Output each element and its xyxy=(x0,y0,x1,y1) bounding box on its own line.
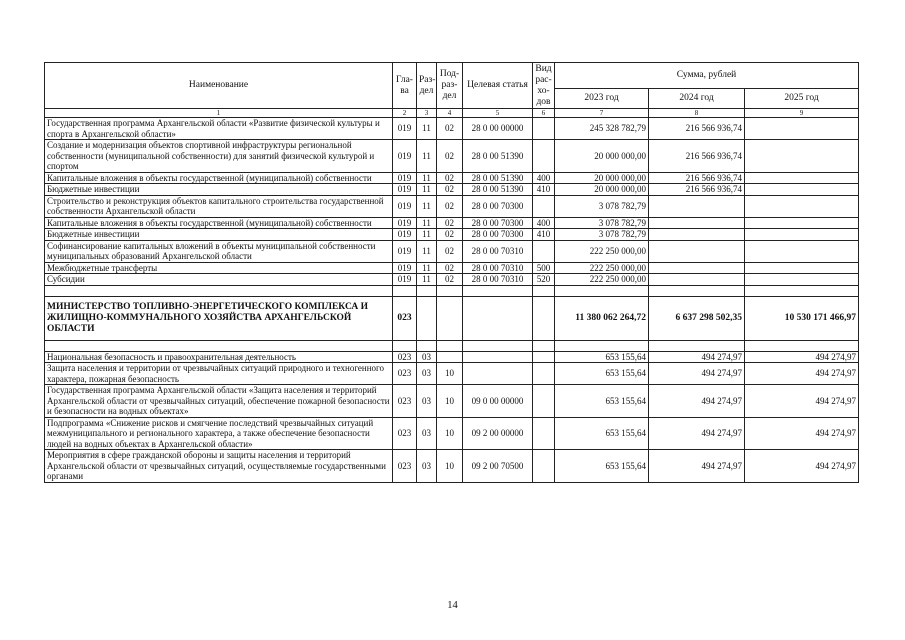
row-sum-2023: 653 155,64 xyxy=(555,385,649,418)
row-sum-2023: 653 155,64 xyxy=(555,450,649,483)
row-sum-2025: 494 274,97 xyxy=(745,417,859,450)
row-sum-2023: 20 000 000,00 xyxy=(555,172,649,184)
row-name: Строительство и реконструкция объектов капитального строительства государственной собственности Архангельской области xyxy=(45,195,393,217)
row-expense-type xyxy=(533,351,555,363)
row-expense-type: 400 xyxy=(533,217,555,229)
row-razdel: 11 xyxy=(417,217,437,229)
column-number: 6 xyxy=(533,109,555,118)
row-podrazdel xyxy=(437,351,463,363)
table-row xyxy=(45,172,859,184)
row-glava: 019 xyxy=(393,172,417,184)
row-sum-2025 xyxy=(745,240,859,262)
column-number: 9 xyxy=(745,109,859,118)
table-row xyxy=(45,351,859,363)
row-razdel: 11 xyxy=(417,262,437,274)
header-year-2025: 2025 год xyxy=(745,89,859,109)
row-expense-type: 410 xyxy=(533,184,555,196)
column-number: 3 xyxy=(417,109,437,118)
row-expense-type xyxy=(533,118,555,140)
row-target-article: 28 0 00 70310 xyxy=(463,274,533,286)
row-expense-type: 400 xyxy=(533,172,555,184)
row-podrazdel: 02 xyxy=(437,240,463,262)
row-sum-2023: 222 250 000,00 xyxy=(555,240,649,262)
row-sum-2025: 494 274,97 xyxy=(745,385,859,418)
row-name: Софинансирование капитальных вложений в объекты муниципальной собственности муниципальных образований Архангельской области xyxy=(45,240,393,262)
row-razdel: 03 xyxy=(417,417,437,450)
row-sum-2023: 3 078 782,79 xyxy=(555,195,649,217)
row-podrazdel: 10 xyxy=(437,450,463,483)
header-vid: Вид рас-хо-дов xyxy=(533,63,555,109)
row-sum-2023: 222 250 000,00 xyxy=(555,262,649,274)
row-expense-type: 410 xyxy=(533,229,555,241)
ministry-sum-2023: 11 380 062 264,72 xyxy=(555,296,649,340)
table-row xyxy=(45,417,859,450)
row-sum-2023: 653 155,64 xyxy=(555,417,649,450)
row-sum-2025 xyxy=(745,195,859,217)
table-row xyxy=(45,274,859,286)
row-sum-2023: 653 155,64 xyxy=(555,363,649,385)
row-sum-2024: 216 566 936,74 xyxy=(649,184,745,196)
page-number: 14 xyxy=(447,600,458,611)
row-podrazdel: 02 xyxy=(437,140,463,173)
row-expense-type: 520 xyxy=(533,274,555,286)
row-target-article: 28 0 00 51390 xyxy=(463,172,533,184)
row-sum-2025 xyxy=(745,184,859,196)
row-razdel: 11 xyxy=(417,274,437,286)
row-name: Государственная программа Архангельской области «Защита населения и территорий Архангельской области от чрезвычайных ситуаций, обеспечение пожарной безопасности и безопасности на водных объектах» xyxy=(45,385,393,418)
table-row xyxy=(45,217,859,229)
row-glava: 023 xyxy=(393,450,417,483)
table-row xyxy=(45,240,859,262)
row-target-article: 28 0 00 00000 xyxy=(463,118,533,140)
row-expense-type xyxy=(533,140,555,173)
row-podrazdel: 02 xyxy=(437,184,463,196)
row-sum-2025 xyxy=(745,140,859,173)
row-name: Бюджетные инвестиции xyxy=(45,184,393,196)
row-name: Защита населения и территории от чрезвычайных ситуаций природного и техногенного характера, пожарная безопасность xyxy=(45,363,393,385)
row-glava: 023 xyxy=(393,385,417,418)
column-number: 5 xyxy=(463,109,533,118)
row-glava: 023 xyxy=(393,351,417,363)
ministry-name: МИНИСТЕРСТВО ТОПЛИВНО-ЭНЕРГЕТИЧЕСКОГО КОМПЛЕКСА И ЖИЛИЩНО-КОММУНАЛЬНОГО ХОЗЯЙСТВА АРХАНГЕЛЬСКОЙ ОБЛАСТИ xyxy=(45,296,393,340)
column-number: 1 xyxy=(45,109,393,118)
table-body-safety xyxy=(45,351,859,482)
row-sum-2023: 222 250 000,00 xyxy=(555,274,649,286)
row-expense-type xyxy=(533,385,555,418)
row-glava: 019 xyxy=(393,217,417,229)
row-target-article: 09 2 00 70500 xyxy=(463,450,533,483)
row-sum-2025 xyxy=(745,274,859,286)
row-glava: 019 xyxy=(393,195,417,217)
row-glava: 019 xyxy=(393,140,417,173)
column-number: 4 xyxy=(437,109,463,118)
row-sum-2023: 653 155,64 xyxy=(555,351,649,363)
row-podrazdel: 10 xyxy=(437,363,463,385)
row-name: Национальная безопасность и правоохранительная деятельность xyxy=(45,351,393,363)
row-glava: 019 xyxy=(393,118,417,140)
header-celevaya: Целевая статья xyxy=(463,63,533,109)
header-razdel: Раз-дел xyxy=(417,63,437,109)
row-razdel: 11 xyxy=(417,172,437,184)
row-target-article: 28 0 00 70300 xyxy=(463,195,533,217)
row-podrazdel: 02 xyxy=(437,274,463,286)
row-sum-2023: 3 078 782,79 xyxy=(555,217,649,229)
row-sum-2024: 494 274,97 xyxy=(649,363,745,385)
header-name: Наименование xyxy=(45,63,393,109)
row-sum-2025 xyxy=(745,229,859,241)
row-expense-type xyxy=(533,417,555,450)
table-body-sport xyxy=(45,118,859,286)
table-row xyxy=(45,363,859,385)
row-glava: 019 xyxy=(393,229,417,241)
row-target-article: 09 0 00 00000 xyxy=(463,385,533,418)
row-sum-2024 xyxy=(649,217,745,229)
row-sum-2023: 20 000 000,00 xyxy=(555,184,649,196)
row-expense-type xyxy=(533,363,555,385)
row-sum-2024 xyxy=(649,240,745,262)
row-sum-2025 xyxy=(745,118,859,140)
ministry-row xyxy=(45,296,859,340)
row-sum-2024: 494 274,97 xyxy=(649,351,745,363)
row-sum-2024: 494 274,97 xyxy=(649,450,745,483)
row-glava: 019 xyxy=(393,240,417,262)
row-sum-2024: 216 566 936,74 xyxy=(649,118,745,140)
header-podrazdel: Под-раз-дел xyxy=(437,63,463,109)
row-razdel: 03 xyxy=(417,385,437,418)
row-name: Бюджетные инвестиции xyxy=(45,229,393,241)
row-podrazdel: 02 xyxy=(437,262,463,274)
row-expense-type xyxy=(533,195,555,217)
row-sum-2025 xyxy=(745,262,859,274)
row-sum-2023: 20 000 000,00 xyxy=(555,140,649,173)
row-target-article: 28 0 00 51390 xyxy=(463,184,533,196)
row-razdel: 03 xyxy=(417,450,437,483)
empty-row xyxy=(45,340,859,351)
row-expense-type xyxy=(533,450,555,483)
row-name: Капитальные вложения в объекты государственной (муниципальной) собственности xyxy=(45,217,393,229)
row-sum-2024 xyxy=(649,229,745,241)
row-sum-2024: 216 566 936,74 xyxy=(649,172,745,184)
table-row xyxy=(45,118,859,140)
column-number: 8 xyxy=(649,109,745,118)
row-podrazdel: 02 xyxy=(437,217,463,229)
column-number: 7 xyxy=(555,109,649,118)
row-razdel: 11 xyxy=(417,240,437,262)
ministry-glava: 023 xyxy=(393,296,417,340)
row-razdel: 11 xyxy=(417,118,437,140)
row-sum-2024 xyxy=(649,262,745,274)
row-podrazdel: 02 xyxy=(437,195,463,217)
row-name: Государственная программа Архангельской области «Развитие физической культуры и спорта в Архангельской области» xyxy=(45,118,393,140)
row-target-article xyxy=(463,351,533,363)
row-expense-type: 500 xyxy=(533,262,555,274)
row-target-article: 28 0 00 51390 xyxy=(463,140,533,173)
row-name: Капитальные вложения в объекты государственной (муниципальной) собственности xyxy=(45,172,393,184)
table-row xyxy=(45,140,859,173)
row-sum-2023: 3 078 782,79 xyxy=(555,229,649,241)
row-sum-2025: 494 274,97 xyxy=(745,351,859,363)
row-razdel: 11 xyxy=(417,229,437,241)
row-sum-2025 xyxy=(745,172,859,184)
row-name: Межбюджетные трансферты xyxy=(45,262,393,274)
row-sum-2024 xyxy=(649,274,745,286)
row-glava: 019 xyxy=(393,274,417,286)
row-podrazdel: 02 xyxy=(437,118,463,140)
column-number: 2 xyxy=(393,109,417,118)
row-name: Мероприятия в сфере гражданской обороны и защиты населения и территорий Архангельской области от чрезвычайных ситуаций, осуществляемые государственными органами xyxy=(45,450,393,483)
column-number-row xyxy=(45,109,859,118)
row-podrazdel: 02 xyxy=(437,229,463,241)
row-target-article: 28 0 00 70300 xyxy=(463,217,533,229)
row-sum-2025 xyxy=(745,217,859,229)
row-name: Подпрограмма «Снижение рисков и смягчение последствий чрезвычайных ситуаций межмуниципального и регионального характера, а также обеспечение безопасности людей на водных объектах в Архангельской области» xyxy=(45,417,393,450)
row-target-article: 28 0 00 70310 xyxy=(463,240,533,262)
row-razdel: 03 xyxy=(417,351,437,363)
header-year-2023: 2023 год xyxy=(555,89,649,109)
empty-row xyxy=(45,285,859,296)
table-body-ministry xyxy=(45,285,859,351)
header-summa: Сумма, рублей xyxy=(555,63,859,89)
row-glava: 019 xyxy=(393,262,417,274)
budget-table xyxy=(44,62,859,483)
table-row xyxy=(45,262,859,274)
row-sum-2024: 494 274,97 xyxy=(649,417,745,450)
header-year-2024: 2024 год xyxy=(649,89,745,109)
row-name: Субсидии xyxy=(45,274,393,286)
row-target-article: 28 0 00 70300 xyxy=(463,229,533,241)
row-sum-2023: 245 328 782,79 xyxy=(555,118,649,140)
row-sum-2024 xyxy=(649,195,745,217)
table-row xyxy=(45,450,859,483)
row-target-article: 09 2 00 00000 xyxy=(463,417,533,450)
row-target-article xyxy=(463,363,533,385)
row-name: Создание и модернизация объектов спортивной инфраструктуры региональной собственности (муниципальной собственности) для занятий физической культурой и спортом xyxy=(45,140,393,173)
row-razdel: 03 xyxy=(417,363,437,385)
row-expense-type xyxy=(533,240,555,262)
table-row xyxy=(45,229,859,241)
row-razdel: 11 xyxy=(417,195,437,217)
row-podrazdel: 02 xyxy=(437,172,463,184)
table-row xyxy=(45,385,859,418)
table-row xyxy=(45,195,859,217)
row-podrazdel: 10 xyxy=(437,385,463,418)
row-glava: 023 xyxy=(393,363,417,385)
row-glava: 019 xyxy=(393,184,417,196)
row-podrazdel: 10 xyxy=(437,417,463,450)
row-sum-2024: 216 566 936,74 xyxy=(649,140,745,173)
row-sum-2025: 494 274,97 xyxy=(745,363,859,385)
row-razdel: 11 xyxy=(417,184,437,196)
row-razdel: 11 xyxy=(417,140,437,173)
ministry-sum-2025: 10 530 171 466,97 xyxy=(745,296,859,340)
table-row xyxy=(45,184,859,196)
ministry-sum-2024: 6 637 298 502,35 xyxy=(649,296,745,340)
header-glava: Гла-ва xyxy=(393,63,417,109)
row-sum-2024: 494 274,97 xyxy=(649,385,745,418)
row-glava: 023 xyxy=(393,417,417,450)
row-target-article: 28 0 00 70310 xyxy=(463,262,533,274)
row-sum-2025: 494 274,97 xyxy=(745,450,859,483)
